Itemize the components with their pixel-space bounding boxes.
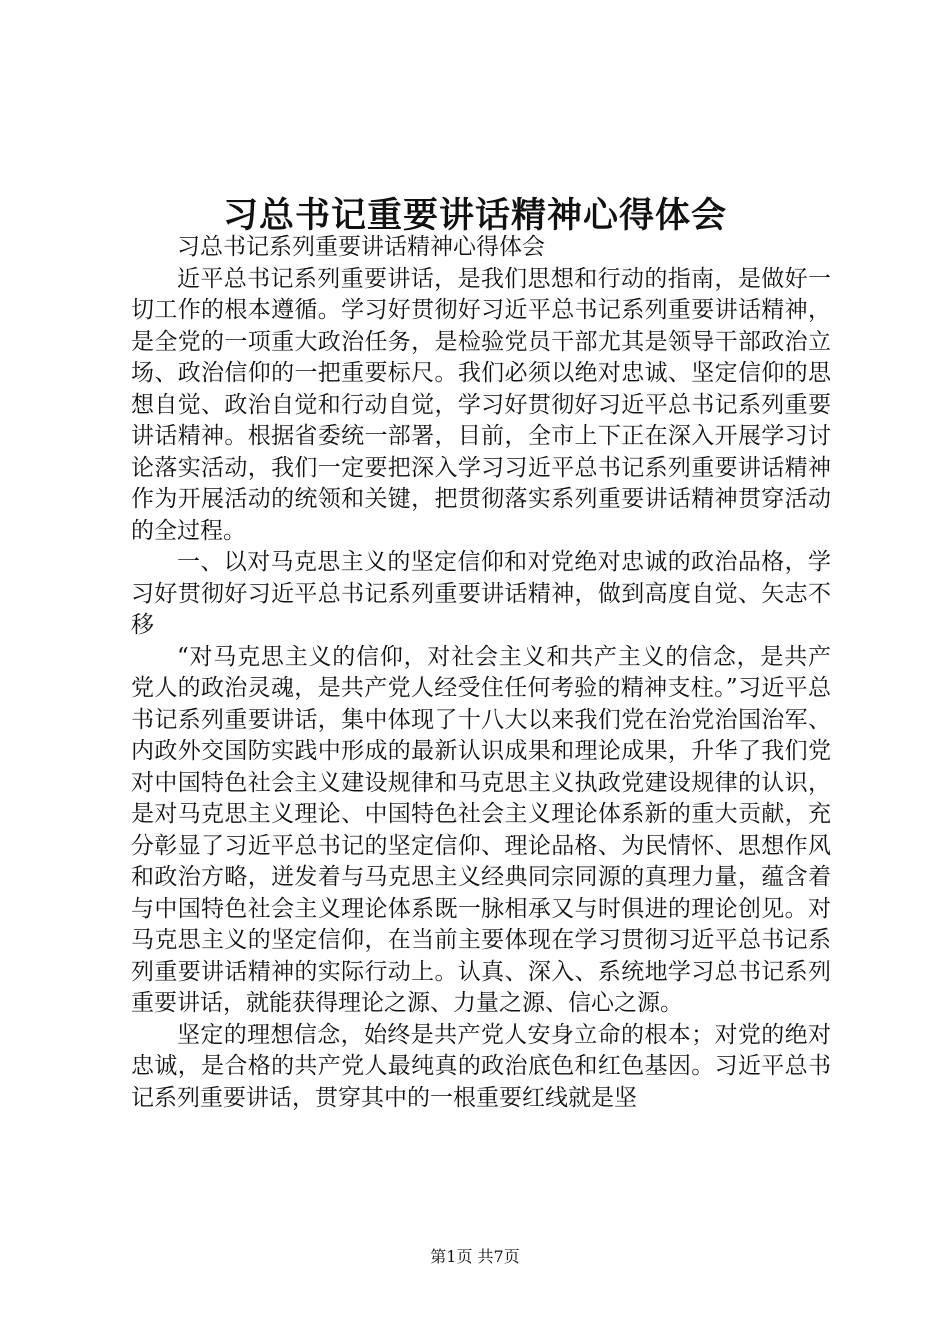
document-title: 习总书记重要讲话精神心得体会 xyxy=(222,195,727,236)
paragraph: “对马克思主义的信仰，对社会主义和共产主义的信念，是共产党人的政治灵魂，是共产党人经受住任何考验的精神支柱。”习近平总书记系列重要讲话，集中体现了十八大以来我们党在治党治国治军、内政外交国防实践中形成的最新认识成果和理论成果，升华了我们党对中国特色社会主义建设规律和马克思主义执政党建设规律的认识，是对马克思主义理论、中国特色社会主义理论体系新的重大贡献，充分彰显了习近平总书记的坚定信仰、理论品格、为民情怀、思想作风和政治方略，迸发着与马克思主义经典同宗同源的真理力量，蕴含着与中国特色社会主义理论体系既一脉相承又与时俱进的理论创见。对马克思主义的坚定信仰，在当前主要体现在学习贯彻习近平总书记系列重要讲话精神的实际行动上。认真、深入、系统地学习总书记系列重要讲话，就能获得理论之源、力量之源、信心之源。 xyxy=(131,643,831,1016)
paragraph-section-heading: 一、以对马克思主义的坚定信仰和对党绝对忠诚的政治品格，学习好贯彻好习近平总书记系列重要讲话精神，做到高度自觉、矢志不移 xyxy=(131,549,831,638)
document-body xyxy=(131,232,831,1114)
paragraph: 坚定的理想信念，始终是共产党人安身立命的根本；对党的绝对忠诚，是合格的共产党人最纯真的政治底色和红色基因。习近平总书记系列重要讲话，贯穿其中的一根重要红线就是坚 xyxy=(131,1021,831,1111)
page-number-footer: 第1页 共7页 xyxy=(430,1247,520,1266)
paragraph: 近平总书记系列重要讲话，是我们思想和行动的指南，是做好一切工作的根本遵循。学习好贯彻好习近平总书记系列重要讲话精神，是全党的一项重大政治任务，是检验党员干部尤其是领导干部政治立场、政治信仰的一把重要标尺。我们必须以绝对忠诚、坚定信仰的思想自觉、政治自觉和行动自觉，学习好贯彻好习近平总书记系列重要讲话精神。根据省委统一部署，目前，全市上下正在深入开展学习讨论落实活动，我们一定要把深入学习习近平总书记系列重要讲话精神作为开展活动的统领和关键，把贯彻落实系列重要讲话精神贯穿活动的全过程。 xyxy=(131,265,831,544)
paragraph-subtitle: 习总书记系列重要讲话精神心得体会 xyxy=(177,234,545,260)
